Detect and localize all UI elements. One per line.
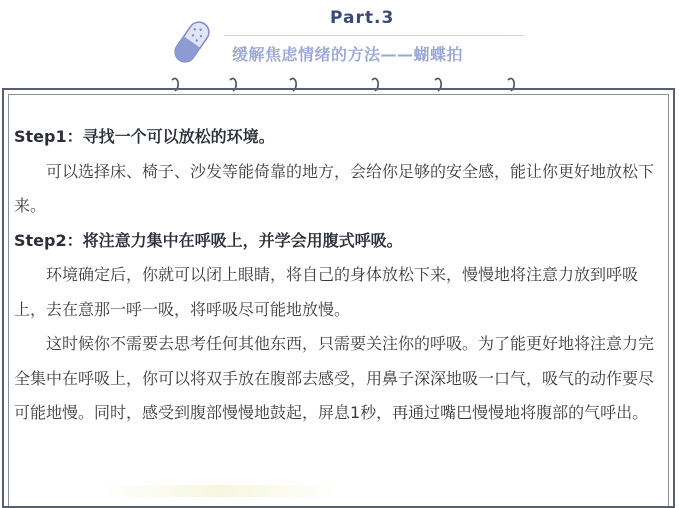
step1-paragraph: 可以选择床、椅子、沙发等能倚靠的地方，会给你足够的安全感，能让你更好地放松下来。: [14, 161, 655, 215]
step2-paragraph-2: 这时候你不需要去思考任何其他东西，只需要关注你的呼吸。为了能更好地将注意力完全集中在呼吸上，你可以将双手放在腹部去感受，用鼻子深深地吸一口气，吸气的动作要尽可能地慢。同时，感受到腹部慢慢地鼓起，屏息1秒，再通过嘴巴慢慢地将腹部的气呼出。: [14, 334, 655, 422]
bottom-highlight: [100, 485, 340, 497]
section-header: [0, 0, 679, 80]
part-label: Part.3: [330, 8, 395, 28]
capsule-icon: [172, 18, 212, 66]
step1-heading: Step1：寻找一个可以放松的环境。: [14, 127, 275, 146]
step2-heading: Step2：将注意力集中在呼吸上，并学会用腹式呼吸。: [14, 230, 403, 250]
section-subtitle: 缓解焦虑情绪的方法——蝴蝶拍: [232, 45, 464, 64]
header-divider: [224, 35, 524, 36]
article-body: [14, 120, 666, 431]
step2-paragraph-1: 环境确定后，你就可以闭上眼睛，将自己的身体放松下来，慢慢地将注意力放到呼吸上，去在意那一呼一吸，将呼吸尽可能地放慢。: [14, 265, 639, 319]
